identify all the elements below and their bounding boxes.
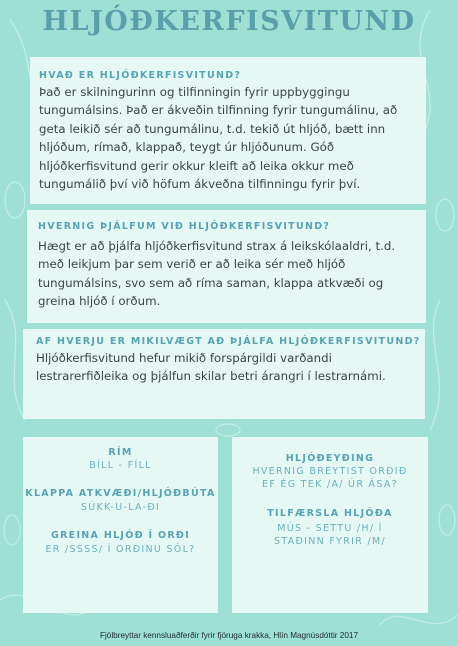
- page-title: HLJÓÐKERFISVITUND: [42, 6, 416, 37]
- example-text: ER /SSSS/ Í ORÐINU SÓL?: [45, 544, 196, 555]
- example-term: GREINA HLJÓÐ Í ORÐI: [50, 530, 191, 541]
- section-heading: HVERNIG ÞJÁLFUM VIÐ HLJÓÐKERFISVITUND?: [38, 221, 331, 232]
- example-text: SÚKK-U-LA-ÐI: [80, 502, 161, 513]
- section-card-how: [27, 210, 426, 323]
- section-body: Hljóðkerfisvitund hefur mikið forspárgildi varðandi lestrarerfiðleika og þjálfun skilar betri árangri í lestrarnámi.: [36, 351, 386, 384]
- example-term: KLAPPA ATKVÆÐI/HLJÓÐBÚTA: [25, 488, 216, 499]
- examples-card-left: [23, 437, 218, 613]
- example-term: HLJÓÐEYÐING: [285, 453, 375, 464]
- section-heading: AF HVERJU ER MIKILVÆGT AÐ ÞJÁLFA HLJÓÐKERFISVITUND?: [36, 336, 421, 347]
- example-text: BÍLL - FÍLL: [89, 460, 152, 471]
- example-text: HVERNIG BREYTIST ORÐIÐ EF ÉG TEK /A/ ÚR ÁSA?: [252, 466, 408, 490]
- section-body: Hægt er að þjálfa hljóðkerfisvitund strax á leikskólaaldri, t.d. með leikjum þar sem verið er að leika sér með hljóð tungumálsins, svo sem að ríma saman, klappa atkvæði og greina hljóð í orðum.: [38, 239, 396, 309]
- footer-credit: Fjölbreyttar kennsluaðferðir fyrir fjöruga krakka, Hlín Magnúsdóttir 2017: [99, 631, 359, 640]
- examples-card-right: [232, 437, 428, 613]
- example-term: TILFÆRSLA HLJÓÐA: [267, 508, 393, 519]
- example-text: MÚS - SETTU /H/ Í STAÐINN FYRIR /M/: [274, 523, 386, 547]
- example-term: RÍM: [108, 447, 133, 458]
- section-card-why: [23, 329, 425, 419]
- section-card-what: [30, 57, 426, 204]
- section-body: Það er skilningurinn og tilfinningin fyrir uppbyggingu tungumálsins. Það er ákveðin tilfinning fyrir tungumálinu, að geta leikið sér að tungumálinu, t.d. tekið út hljóð, bætt inn hljóðum, rímað, klappað, teygt úr hljóðunum. Góð hljóðkerfisvitund gerir okkur kleift að leika okkur með tungumálið því við höfum ákveðna tilfinningu fyrir því.: [39, 85, 398, 192]
- section-heading: HVAÐ ER HLJÓÐKERFISVITUND?: [39, 70, 242, 81]
